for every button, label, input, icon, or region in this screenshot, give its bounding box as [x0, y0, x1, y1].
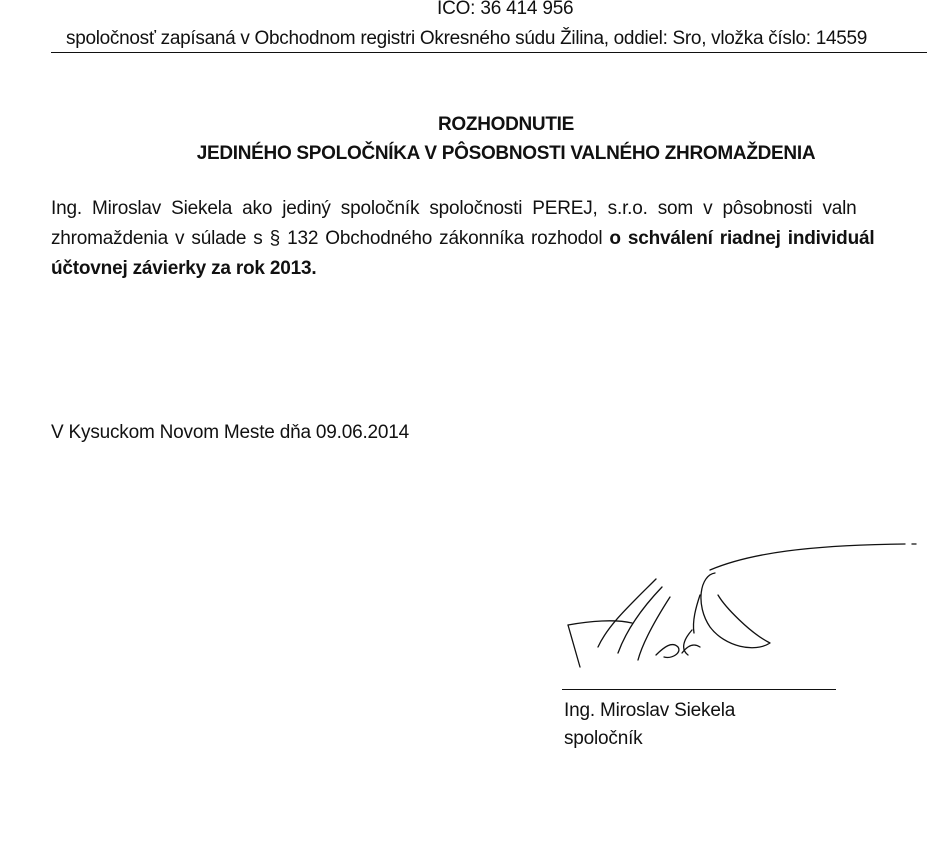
header-divider — [51, 52, 927, 53]
place-and-date: V Kysuckom Novom Meste dňa 09.06.2014 — [51, 422, 410, 443]
document-subtitle: JEDINÉHO SPOLOČNÍKA V PÔSOBNOSTI VALNÉHO ZHROMAŽDENIA — [196, 143, 816, 164]
document-title: ROZHODNUTIE — [437, 114, 575, 135]
company-ico: ICO: 36 414 956 — [437, 0, 574, 19]
decision-text-plain: zhromaždenia v súlade s § 132 Obchodného zákonníka rozhodol — [51, 228, 610, 249]
decision-text-bold: o schválení riadnej individuál — [609, 228, 875, 249]
decision-text-line-3: účtovnej závierky za rok 2013. — [51, 258, 317, 279]
signatory-name: Ing. Miroslav Siekela — [564, 700, 736, 721]
handwritten-signature — [560, 535, 927, 685]
decision-text-line-1: Ing. Miroslav Siekela ako jediný spoločník spoločnosti PEREJ, s.r.o. som v pôsobnosti valn — [51, 198, 857, 219]
signatory-role: spoločník — [564, 728, 643, 749]
signature-line — [562, 689, 836, 690]
decision-text-line-2 — [51, 228, 874, 250]
company-registry-info: spoločnosť zapísaná v Obchodnom registri Okresného súdu Žilina, oddiel: Sro, vložka číslo: 14559 — [66, 28, 868, 49]
